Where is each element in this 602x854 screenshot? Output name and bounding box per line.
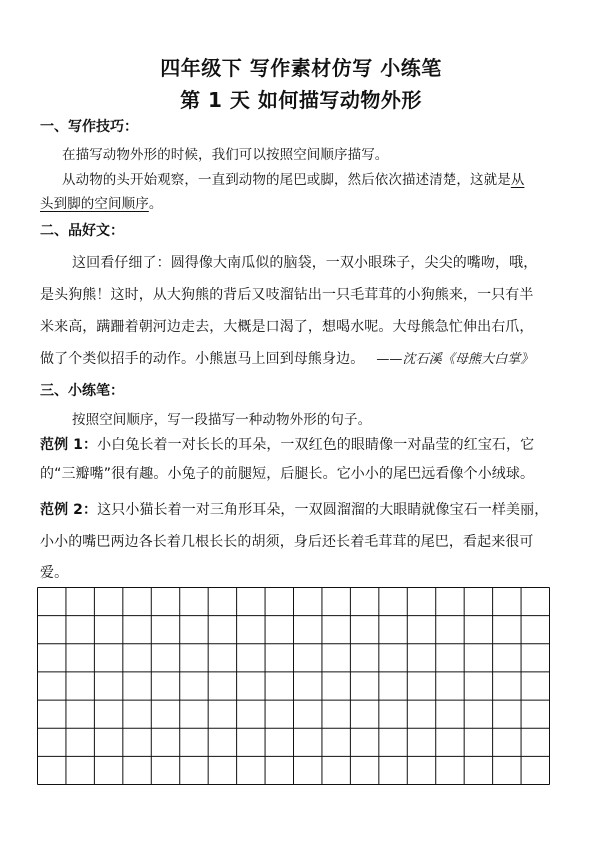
example-1-label: 范例 1： [40, 437, 98, 453]
writing-tips-underlined-text: 从 [510, 172, 525, 188]
example-1-line-2: 的“三瓣嘴”很有趣。小兔子的前腿短，后腿长。它小小的尾巴远看像个小绒球。 [40, 466, 535, 482]
writing-tips-paragraph-2-cont [40, 192, 162, 212]
example-2-label: 范例 2： [40, 502, 98, 518]
page-title: 四年级下 写作素材仿写 小练笔 [160, 56, 442, 80]
section-fine-text-heading: 二、品好文： [40, 223, 124, 239]
page-subtitle: 第 1 天 如何描写动物外形 [180, 88, 422, 112]
example-1-line-1 [40, 434, 534, 454]
excerpt-text: 做了个类似招手的动作。小熊崽马上回到母熊身边。 [40, 351, 365, 367]
example-2-line-3: 爱。 [40, 565, 69, 581]
excerpt-line-3: 米来高，蹒跚着朝河边走去，大概是口渴了，想喝水呢。大母熊急忙伸出右爪， [40, 319, 534, 335]
excerpt-line-1: 这回看仔细了：圆得像大南瓜似的脑袋，一双小眼珠子，尖尖的嘴吻，哦， [72, 255, 538, 271]
example-1-text: 小白兔长着一对长长的耳朵，一双红色的眼睛像一对晶莹的红宝石，它 [97, 437, 535, 453]
example-2-text: 这只小猫长着一对三角形耳朵，一双圆溜溜的大眼睛就像宝石一样美丽， [97, 502, 549, 518]
writing-tips-text: 从动物的头开始观察，一直到动物的尾巴或脚，然后依次描述清楚，这就是 [62, 172, 511, 188]
practice-instruction: 按照空间顺序，写一段描写一种动物外形的句子。 [72, 412, 372, 428]
section-writing-tips-heading: 一、写作技巧： [40, 119, 138, 135]
writing-tips-paragraph-1: 在描写动物外形的时候，我们可以按照空间顺序描写。 [62, 147, 389, 163]
writing-tips-paragraph-2 [62, 168, 524, 188]
example-2-line-2: 小小的嘴巴两边各长着几根长长的胡须，身后还长着毛茸茸的尾巴，看起来很可 [40, 534, 534, 550]
excerpt-attribution: ——沈石溪《母熊大白掌》 [376, 352, 534, 367]
writing-tips-underlined-text: 头到脚的空间顺序 [40, 196, 149, 212]
excerpt-line-2: 是头狗熊！这时，从大狗熊的背后又吱溜钻出一只毛茸茸的小狗熊来，一只有半 [40, 287, 534, 303]
excerpt-line-4 [40, 348, 534, 368]
section-practice-heading: 三、小练笔： [40, 383, 124, 399]
writing-tips-text: 。 [148, 196, 163, 212]
example-2-line-1 [40, 499, 548, 519]
writing-grid[interactable] [37, 587, 550, 785]
